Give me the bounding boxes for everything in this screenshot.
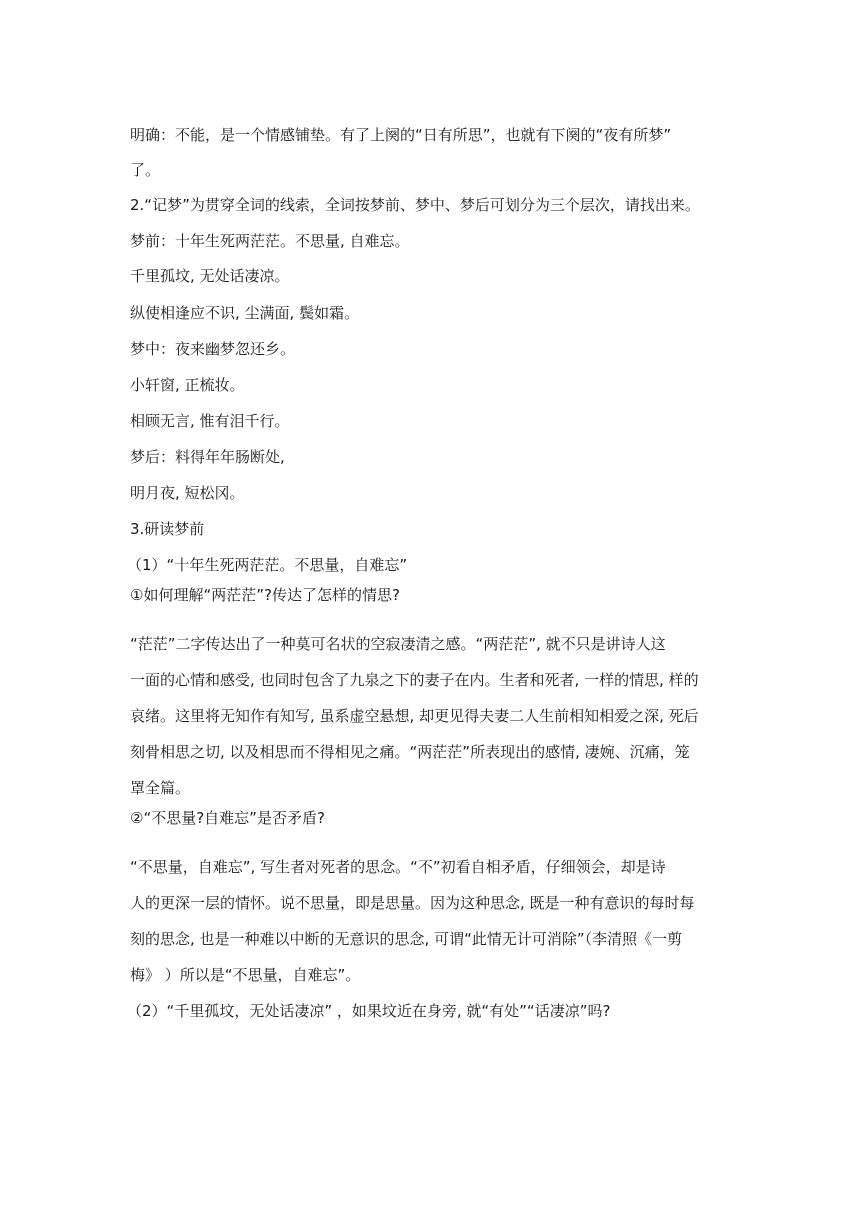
answer-1-line-2: 一面的心情和感受, 也同时包含了九泉之下的妻子在内。生者和死者, 一样的情思, 样的 — [130, 671, 699, 689]
section-3-heading: 3.研读梦前 — [130, 520, 205, 538]
question-2-heading: 2.“记梦”为贯穿全词的线索，全词按梦前、梦中、梦后可划分为三个层次，请找出来。 — [130, 196, 700, 214]
question-1-2: ②“不思量?自难忘”是否矛盾? — [130, 809, 325, 827]
before-dream-line-2: 千里孤坟, 无处话凄凉。 — [130, 267, 290, 285]
text-line-2: 了。 — [130, 161, 161, 179]
before-dream-line-3: 纵使相逢应不识, 尘满面, 鬓如霜。 — [130, 304, 360, 322]
answer-2-line-1: “不思量，自难忘”, 写生者对死者的思念。“不”初看自相矛盾，仔细领会，却是诗 — [130, 858, 666, 876]
answer-1-line-1: “茫茫”二字传达出了一种莫可名状的空寂凄清之感。“两茫茫”, 就不只是讲诗人这 — [130, 635, 666, 653]
question-1-1: ①如何理解“两茫茫”?传达了怎样的情思? — [130, 586, 400, 604]
answer-2-line-2: 人的更深一层的情怀。说不思量，即是思量。因为这种思念, 既是一种有意识的每时每 — [130, 894, 695, 912]
subsection-2-heading: （2）“千里孤坟，无处话凄凉” ，如果坟近在身旁, 就“有处”“话凄凉”吗? — [127, 1002, 611, 1020]
answer-1-line-4: 刻骨相思之切, 以及相思而不得相见之痛。“两茫茫”所表现出的感情, 凄婉、沉痛，笼 — [130, 743, 690, 761]
in-dream-line-1: 梦中：夜来幽梦忽还乡。 — [130, 340, 296, 358]
in-dream-line-3: 相顾无言, 惟有泪千行。 — [130, 412, 290, 430]
answer-1-line-5: 罩全篇。 — [130, 779, 191, 797]
answer-1-line-3: 哀绪。这里将无知作有知写, 虽系虚空悬想, 却更见得夫妻二人生前相知相爱之深, 死后 — [130, 707, 699, 725]
after-dream-line-2: 明月夜, 短松冈。 — [130, 484, 245, 502]
subsection-1-heading: （1）“十年生死两茫茫。不思量，自难忘” — [127, 556, 408, 574]
after-dream-line-1: 梦后：料得年年肠断处, — [130, 448, 285, 466]
before-dream-line-1: 梦前：十年生死两茫茫。不思量, 自难忘。 — [130, 232, 410, 250]
answer-2-line-3: 刻的思念, 也是一种难以中断的无意识的思念, 可谓“此情无计可消除”（李清照《一剪 — [130, 930, 683, 948]
answer-2-line-4: 梅》 ）所以是“不思量，自难忘”。 — [130, 966, 361, 984]
in-dream-line-2: 小轩窗, 正梳妆。 — [130, 376, 245, 394]
text-line-1: 明确：不能，是一个情感铺垫。有了上阕的“日有所思”，也就有下阕的“夜有所梦” — [130, 126, 672, 144]
